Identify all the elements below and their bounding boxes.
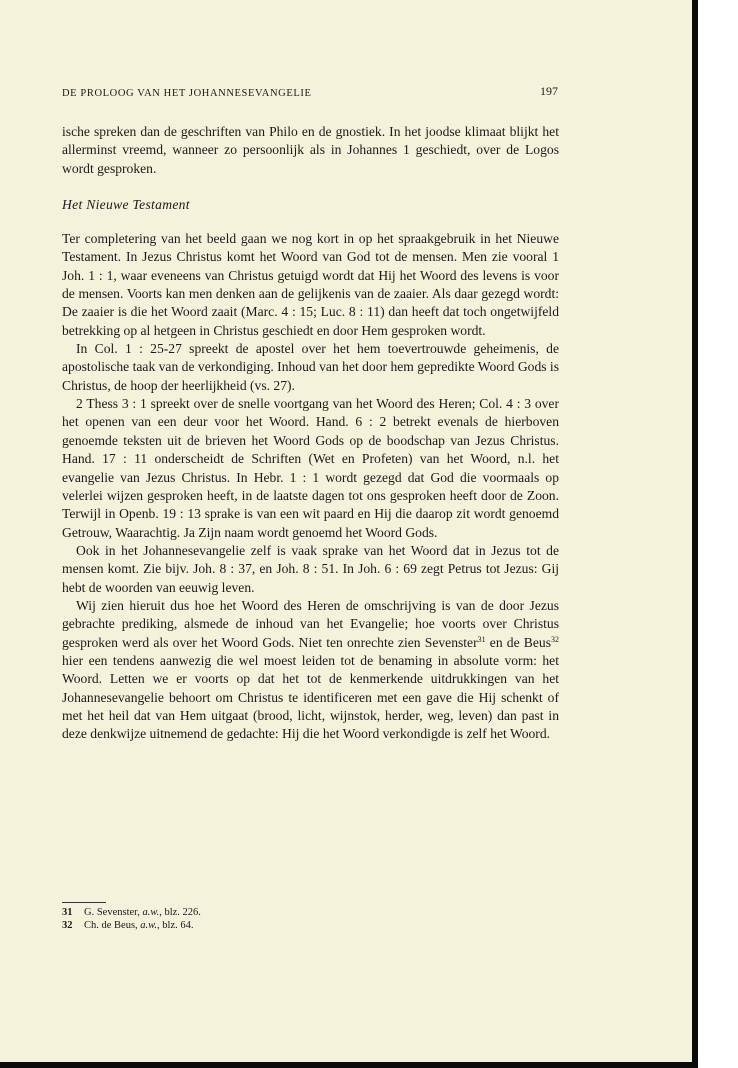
footnote-author: G. Sevenster, [84,907,143,918]
footnote-rest: , blz. 64. [157,920,194,931]
page-number: 197 [540,84,558,98]
footnote-31 [62,906,462,919]
footnotes [62,906,462,932]
footnote-divider [62,902,106,903]
footnote-32 [62,919,462,932]
footnote-ref-31[interactable]: 31 [477,634,486,644]
footnote-number: 31 [62,907,73,918]
footnote-number: 32 [62,920,73,931]
paragraph-2: Ter completering van het beeld gaan we nog kort in op het spraakgebruik in het Nieuwe Testament. In Jezus Christus komt het Woord van God tot de mensen. Men zie vooral 1 Joh. 1 : 1, waar eveneens van Christus getuigd wordt dat Hij het Woord des levens is voor de mensen. Voorts kan men denken aan de gelijkenis van de zaaier. Als daar gezegd wordt: De zaaier is die het Woord zaait (Marc. 4 : 15; Luc. 8 : 11) dan heeft dat toch ongetwijfeld betrekking op al hetgeen in Christus geschiedt en door Hem gesproken wordt. [62,231,559,338]
footnote-ref-32[interactable]: 32 [551,634,559,644]
scan-edge-right [692,0,698,1068]
body-text [62,123,559,744]
footnote-rest: , blz. 226. [159,907,201,918]
paragraph-5: Ook in het Johannesevangelie zelf is vaak sprake van het Woord dat in Jezus tot de mensen komt. Zie bijv. Joh. 8 : 37, en Joh. 8 : 51. In Joh. 6 : 69 zegt Petrus tot Jezus: Gij hebt de woorden van eeuwig leven. [62,542,559,595]
paragraph-6-part-c: hier een tendens aanwezig die wel moest leiden tot de benaming in absolute vorm: het Woord. Letten we er voorts op dat het tot de kenmerkende uitdrukkingen van het Johannesevangelie behoort om Christus te identificeren met een gave die Hij schenkt of met het heil dat van Hem uitgaat (brood, licht, wijnstok, herder, weg, leven) dan past in deze denkwijze uitnemend de gedachte: Hij die het Woord verkondigde is zelf het Woord. [62,652,559,742]
paragraph-6-part-b: en de Beus [485,634,551,650]
running-title: DE PROLOOG VAN HET JOHANNESEVANGELIE [62,88,312,99]
running-header [62,84,558,99]
paragraph-1: ische spreken dan de geschriften van Philo en de gnostiek. In het joodse klimaat blijkt het allerminst vreemd, wanneer zo persoonlijk als in Johannes 1 geschiedt, over de Logos wordt gesproken. [62,124,559,176]
footnote-ref: a.w. [140,920,158,931]
footnote-ref: a.w. [142,907,160,918]
paragraph-6 [62,597,559,744]
footnote-author: Ch. de Beus, [84,920,141,931]
section-heading: Het Nieuwe Testament [62,197,190,213]
paragraph-6-part-a: Wij zien hieruit dus hoe het Woord des Heren de omschrijving is van de door Jezus gebrachte prediking, alsmede de inhoud van het Evangelie; hoe voorts over Christus gesproken werd als over het Woord Gods. Niet ten onrechte zien Sevenster [62,597,559,650]
scan-edge-bottom [0,1062,698,1068]
paragraph-3: In Col. 1 : 25-27 spreekt de apostel over het hem toevertrouwde geheimenis, de apostolische taak van de verkondiging. Inhoud van het door hem gepredikte Woord Gods is Christus, de hoop der heerlijkheid (vs. 27). [62,341,559,393]
paragraph-4: 2 Thess 3 : 1 spreekt over de snelle voortgang van het Woord des Heren; Col. 4 : 3 over het openen van een deur voor het Woord. Hand. 6 : 2 betrekt evenals de hierboven genoemde teksten uit de brieven het Woord Gods op de boodschap van Jezus Christus. Hand. 17 : 11 onderscheidt de Schriften (Wet en Profeten) van het Woord, n.l. het evangelie van Jezus Christus. In Hebr. 1 : 1 wordt gezegd dat God die voormaals op velerlei wijzen gesproken heeft, in de laatste dagen tot ons gesproken heeft door de Zoon. Terwijl in Openb. 19 : 13 sprake is van een wit paard en Hij die daarop zit wordt genoemd Getrouw, Waarachtig. Ja Zijn naam wordt genoemd het Woord Gods. [62,396,559,540]
